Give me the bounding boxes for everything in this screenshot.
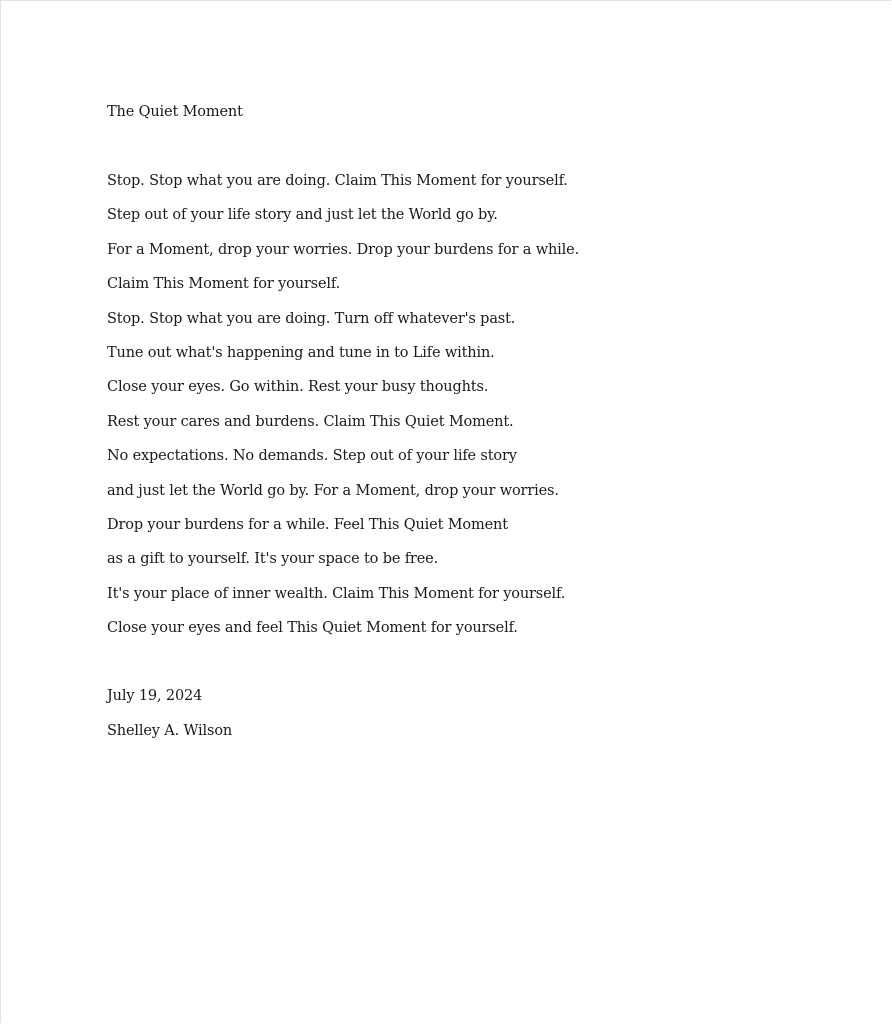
poem-line: Close your eyes. Go within. Rest your busy thoughts.: [107, 379, 489, 396]
poem-line: Tune out what's happening and tune in to Life within.: [107, 344, 495, 361]
poem-line: and just let the World go by. For a Moment, drop your worries.: [107, 482, 559, 499]
poem-line: It's your place of inner wealth. Claim This Moment for yourself.: [107, 585, 566, 602]
poem-line: Stop. Stop what you are doing. Turn off whatever's past.: [107, 310, 516, 327]
poem-author: Shelley A. Wilson: [107, 722, 233, 739]
poem-line: Claim This Moment for yourself.: [107, 276, 341, 293]
poem-line: Stop. Stop what you are doing. Claim This Moment for yourself.: [107, 173, 568, 189]
poem-line: For a Moment, drop your worries. Drop your burdens for a while.: [107, 241, 580, 258]
poem-line: No expectations. No demands. Step out of your life story: [107, 448, 517, 465]
document-body: [107, 100, 851, 743]
poem-line: Rest your cares and burdens. Claim This Quiet Moment.: [107, 413, 514, 430]
poem-line: Drop your burdens for a while. Feel This Quiet Moment: [107, 516, 508, 533]
poem-title: The Quiet Moment: [107, 104, 243, 120]
poem-line: as a gift to yourself. It's your space to be free.: [107, 551, 439, 568]
poem-date: July 19, 2024: [107, 688, 203, 705]
poem-line: Close your eyes and feel This Quiet Moment for yourself.: [107, 620, 518, 637]
poem-line: Step out of your life story and just let the World go by.: [107, 207, 498, 224]
